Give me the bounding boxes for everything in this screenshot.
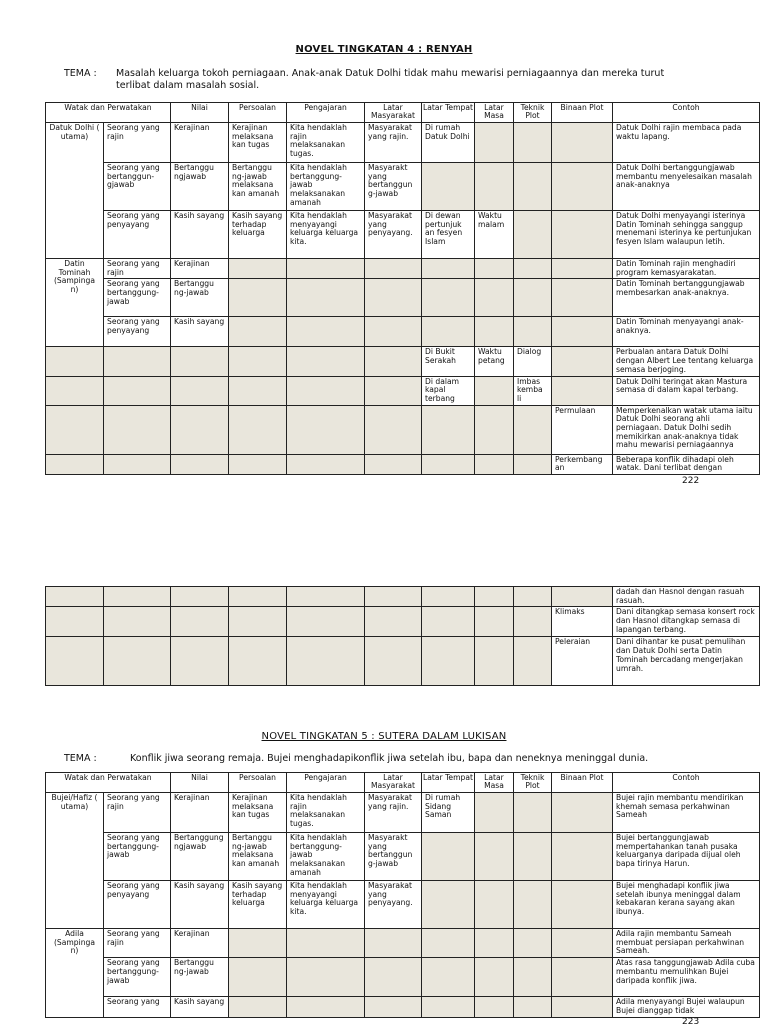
cell-nilai: Bertanggu ng-jawab — [171, 279, 229, 317]
cell-teknik — [514, 163, 552, 211]
cell-binaan — [552, 793, 613, 833]
header-watak: Watak dan Perwatakan — [46, 103, 171, 123]
cell-masa — [475, 793, 514, 833]
table-row — [46, 958, 760, 997]
cell-tempat: Di dalam kapal terbang — [422, 376, 475, 405]
character-name: Datin Tominah (Sampinga n) — [46, 259, 104, 347]
cell-masyarakat — [365, 637, 422, 686]
cell-contoh: Datuk Dolhi bertanggungjawab membantu menyelesaikan masalah anak-anaknya — [613, 163, 760, 211]
header-persoalan: Persoalan — [229, 103, 287, 123]
cell-persoalan: Kerajinan melaksana kan tugas — [229, 123, 287, 163]
header-teknik-plot: Teknik Plot — [514, 103, 552, 123]
cell-persoalan: Kasih sayang terhadap keluarga — [229, 211, 287, 259]
cell-teknik — [514, 958, 552, 997]
cell-pengajaran — [287, 958, 365, 997]
cell-masa: Waktu malam — [475, 211, 514, 259]
tema-block-sutera — [64, 753, 684, 767]
cell-teknik — [514, 833, 552, 881]
cell-pengajaran — [287, 637, 365, 686]
cell-masa — [475, 607, 514, 637]
table-row — [46, 454, 760, 474]
cell-pengajaran: Kita hendaklah menyayangi keluarga keluarga kita. — [287, 881, 365, 929]
cell-contoh: Bujei bertanggungjawab mempertahankan tanah pusaka keluarganya daripada dijual oleh bapa tirinya Harun. — [613, 833, 760, 881]
cell-tempat: Di dewan pertunjuk an fesyen Islam — [422, 211, 475, 259]
cell-persoalan — [229, 405, 287, 454]
cell-masyarakat: Masyarakat yang penyayang. — [365, 211, 422, 259]
cell-masa — [475, 279, 514, 317]
header-contoh: Contoh — [613, 103, 760, 123]
cell-tempat — [422, 607, 475, 637]
table-row — [46, 637, 760, 686]
cell-nilai: Kasih sayang — [171, 211, 229, 259]
cell-pengajaran — [287, 279, 365, 317]
cell-teknik: Dialog — [514, 347, 552, 376]
cell-contoh: Perbualan antara Datuk Dolhi dengan Albert Lee tentang keluarga semasa berjoging. — [613, 347, 760, 376]
cell-nilai — [171, 376, 229, 405]
cell-contoh: Bujei rajin membantu mendirikan khemah semasa perkahwinan Sameah — [613, 793, 760, 833]
cell-masa — [475, 929, 514, 958]
header-latar-tempat: Latar Tempat — [422, 773, 475, 793]
cell-persoalan — [229, 929, 287, 958]
table-header-row — [46, 773, 760, 793]
cell-perwatakan: Seorang yang rajin — [104, 259, 171, 279]
table-row — [46, 997, 760, 1017]
cell-perwatakan — [104, 454, 171, 474]
table-row — [46, 793, 760, 833]
cell-tempat — [422, 637, 475, 686]
cell-perwatakan: Seorang yang — [104, 997, 171, 1017]
header-latar-masa: Latar Masa — [475, 103, 514, 123]
cell-persoalan — [229, 454, 287, 474]
cell-perwatakan: Seorang yang bertanggung-jawab — [104, 958, 171, 997]
cell-contoh: Adila menyayangi Bujei walaupun Bujei dianggap tidak — [613, 997, 760, 1017]
cell-masyarakat — [365, 317, 422, 347]
cell-masyarakat — [365, 259, 422, 279]
cell-persoalan — [229, 376, 287, 405]
cell-teknik — [514, 405, 552, 454]
cell-watak — [46, 607, 104, 637]
cell-pengajaran — [287, 259, 365, 279]
tema-text: Konflik jiwa seorang remaja. Bujei menghadapikonflik jiwa setelah ibu, bapa dan neneknya meninggal dunia. — [130, 753, 649, 764]
cell-contoh: Memperkenalkan watak utama iaitu Datuk Dolhi seorang ahli perniagaan. Datuk Dolhi sedih memikirkan anak-anaknya tidak mahu mewarisi perniagaannya — [613, 405, 760, 454]
cell-watak — [46, 454, 104, 474]
cell-contoh: Atas rasa tanggungjawab Adila cuba membantu memulihkan Bujei daripada konflik jiwa. — [613, 958, 760, 997]
cell-tempat — [422, 587, 475, 607]
cell-contoh: Dani ditangkap semasa konsert rock dan Hasnol ditangkap semasa di lapangan terbang. — [613, 607, 760, 637]
cell-masyarakat: Masyarakat yang rajin. — [365, 123, 422, 163]
cell-perwatakan: Seorang yang bertanggung-jawab — [104, 279, 171, 317]
cell-tempat: Di Bukit Serakah — [422, 347, 475, 376]
cell-contoh: Datuk Dolhi rajin membaca pada waktu lapang. — [613, 123, 760, 163]
cell-masa — [475, 637, 514, 686]
cell-masa — [475, 376, 514, 405]
header-persoalan: Persoalan — [229, 773, 287, 793]
cell-binaan — [552, 929, 613, 958]
cell-persoalan: Bertanggu ng-jawab melaksana kan amanah — [229, 163, 287, 211]
cell-masyarakat — [365, 607, 422, 637]
header-binaan-plot: Binaan Plot — [552, 773, 613, 793]
cell-masyarakat: Masyarakt yang bertanggun g-jawab — [365, 163, 422, 211]
cell-contoh: Datuk Dolhi menyayangi isterinya Datin Tominah sehingga sanggup menemani isterinya ke pertunjukan fesyen Islam walaupun letih. — [613, 211, 760, 259]
cell-perwatakan — [104, 607, 171, 637]
cell-persoalan — [229, 259, 287, 279]
cell-masa — [475, 997, 514, 1017]
cell-perwatakan — [104, 376, 171, 405]
cell-perwatakan: Seorang yang penyayang — [104, 317, 171, 347]
tema-block-renyah — [64, 68, 684, 94]
cell-binaan — [552, 211, 613, 259]
cell-contoh: Dani dihantar ke pusat pemulihan dan Datuk Dolhi serta Datin Tominah bercadang mengerjakan umrah. — [613, 637, 760, 686]
character-name: Adila (Sampinga n) — [46, 929, 104, 1018]
cell-masyarakat — [365, 587, 422, 607]
cell-binaan — [552, 881, 613, 929]
cell-perwatakan — [104, 347, 171, 376]
cell-perwatakan: Seorang yang bertanggun-gjawab — [104, 163, 171, 211]
cell-pengajaran — [287, 405, 365, 454]
table-row — [46, 881, 760, 929]
cell-perwatakan — [104, 405, 171, 454]
cell-masa — [475, 259, 514, 279]
cell-tempat — [422, 997, 475, 1017]
table-row — [46, 347, 760, 376]
cell-nilai: Kasih sayang — [171, 881, 229, 929]
renyah-table — [45, 102, 760, 475]
cell-nilai: Kerajinan — [171, 793, 229, 833]
cell-masa — [475, 163, 514, 211]
cell-teknik — [514, 587, 552, 607]
cell-contoh: Datin Tominah rajin menghadiri program kemasyarakatan. — [613, 259, 760, 279]
cell-nilai: Kerajinan — [171, 259, 229, 279]
cell-nilai: Kasih sayang — [171, 997, 229, 1017]
cell-contoh: Datin Tominah menyayangi anak-anaknya. — [613, 317, 760, 347]
cell-persoalan: Kerajinan melaksana kan tugas — [229, 793, 287, 833]
cell-perwatakan — [104, 637, 171, 686]
cell-persoalan — [229, 958, 287, 997]
header-pengajaran: Pengajaran — [287, 103, 365, 123]
cell-binaan — [552, 587, 613, 607]
cell-nilai — [171, 347, 229, 376]
cell-pengajaran: Kita hendaklah rajin melaksanakan tugas. — [287, 793, 365, 833]
cell-contoh: Datin Tominah bertanggungjawab membesarkan anak-anaknya. — [613, 279, 760, 317]
header-binaan-plot: Binaan Plot — [552, 103, 613, 123]
cell-masyarakat — [365, 929, 422, 958]
cell-perwatakan: Seorang yang penyayang — [104, 211, 171, 259]
cell-pengajaran: Kita hendaklah bertanggung-jawab melaksanakan amanah — [287, 833, 365, 881]
cell-watak — [46, 347, 104, 376]
cell-pengajaran: Kita hendaklah menyayangi keluarga keluarga kita. — [287, 211, 365, 259]
table-row — [46, 405, 760, 454]
cell-nilai: Kasih sayang — [171, 317, 229, 347]
table-row — [46, 211, 760, 259]
cell-nilai: Kerajinan — [171, 123, 229, 163]
cell-teknik — [514, 929, 552, 958]
character-name: Datuk Dolhi ( utama) — [46, 123, 104, 259]
cell-masyarakat: Masyarakat yang penyayang. — [365, 881, 422, 929]
header-contoh: Contoh — [613, 773, 760, 793]
table-header-row — [46, 103, 760, 123]
cell-contoh: Datuk Dolhi teringat akan Mastura semasa di dalam kapal terbang. — [613, 376, 760, 405]
cell-masyarakat — [365, 376, 422, 405]
cell-binaan: Perkembang an — [552, 454, 613, 474]
cell-perwatakan: Seorang yang bertanggung-jawab — [104, 833, 171, 881]
cell-contoh: dadah dan Hasnol dengan rasuah rasuah. — [613, 587, 760, 607]
cell-teknik — [514, 637, 552, 686]
sutera-table — [45, 772, 760, 1018]
cell-masa — [475, 958, 514, 997]
cell-binaan — [552, 997, 613, 1017]
cell-nilai: Bertanggu ngjawab — [171, 163, 229, 211]
cell-masa — [475, 587, 514, 607]
cell-pengajaran — [287, 347, 365, 376]
cell-teknik: Imbas kemba li — [514, 376, 552, 405]
cell-persoalan — [229, 607, 287, 637]
renyah-table-continued — [45, 586, 760, 686]
cell-nilai — [171, 607, 229, 637]
header-latar-masyarakat: Latar Masyarakat — [365, 103, 422, 123]
cell-persoalan: Kasih sayang terhadap keluarga — [229, 881, 287, 929]
cell-teknik — [514, 793, 552, 833]
cell-tempat — [422, 833, 475, 881]
cell-pengajaran — [287, 454, 365, 474]
header-latar-masyarakat: Latar Masyarakat — [365, 773, 422, 793]
tema-label: TEMA : — [64, 753, 97, 764]
cell-nilai: Bertanggu ng-jawab — [171, 958, 229, 997]
cell-watak — [46, 376, 104, 405]
cell-binaan — [552, 958, 613, 997]
cell-tempat — [422, 317, 475, 347]
cell-contoh: Beberapa konflik dihadapi oleh watak. Dani terlibat dengan — [613, 454, 760, 474]
novel-title-renyah: NOVEL TINGKATAN 4 : RENYAH — [295, 44, 473, 55]
cell-perwatakan: Seorang yang rajin — [104, 929, 171, 958]
cell-masa: Waktu petang — [475, 347, 514, 376]
cell-teknik — [514, 997, 552, 1017]
cell-binaan: Klimaks — [552, 607, 613, 637]
cell-tempat — [422, 958, 475, 997]
cell-teknik — [514, 317, 552, 347]
cell-masyarakat — [365, 405, 422, 454]
tema-label: TEMA : — [64, 68, 97, 79]
cell-persoalan — [229, 997, 287, 1017]
cell-contoh: Adila rajin membantu Sameah membuat persiapan perkahwinan Sameah. — [613, 929, 760, 958]
cell-masyarakat — [365, 454, 422, 474]
cell-nilai: Kerajinan — [171, 929, 229, 958]
cell-masa — [475, 881, 514, 929]
cell-perwatakan: Seorang yang penyayang — [104, 881, 171, 929]
cell-tempat — [422, 279, 475, 317]
cell-tempat: Di rumah Datuk Dolhi — [422, 123, 475, 163]
page-number: 223 — [682, 1017, 700, 1027]
table-row — [46, 376, 760, 405]
cell-pengajaran — [287, 587, 365, 607]
novel-title-sutera: NOVEL TINGKATAN 5 : SUTERA DALAM LUKISAN — [261, 731, 507, 742]
tema-text: Masalah keluarga tokoh perniagaan. Anak-anak Datuk Dolhi tidak mahu mewarisi perniagaannya dan mereka turut terlibat dalam masalah sosial. — [116, 68, 665, 91]
cell-tempat — [422, 929, 475, 958]
cell-binaan: Peleraian — [552, 637, 613, 686]
table-row — [46, 929, 760, 958]
cell-masa — [475, 833, 514, 881]
cell-persoalan — [229, 317, 287, 347]
cell-nilai — [171, 454, 229, 474]
header-teknik-plot: Teknik Plot — [514, 773, 552, 793]
cell-masyarakat: Masyarakat yang rajin. — [365, 793, 422, 833]
cell-nilai — [171, 587, 229, 607]
cell-masyarakat — [365, 279, 422, 317]
cell-perwatakan: Seorang yang rajin — [104, 123, 171, 163]
cell-teknik — [514, 211, 552, 259]
cell-pengajaran — [287, 317, 365, 347]
cell-perwatakan: Seorang yang rajin — [104, 793, 171, 833]
cell-teknik — [514, 607, 552, 637]
character-name: Bujei/Hafiz ( utama) — [46, 793, 104, 929]
cell-tempat — [422, 881, 475, 929]
cell-persoalan — [229, 587, 287, 607]
cell-masyarakat — [365, 347, 422, 376]
table-row — [46, 587, 760, 607]
cell-binaan — [552, 347, 613, 376]
cell-masyarakat — [365, 958, 422, 997]
cell-watak — [46, 587, 104, 607]
cell-nilai: Bertanggung ngjawab — [171, 833, 229, 881]
cell-masyarakat: Masyarakt yang bertanggun g-jawab — [365, 833, 422, 881]
header-nilai: Nilai — [171, 773, 229, 793]
table-row — [46, 279, 760, 317]
cell-watak — [46, 405, 104, 454]
cell-binaan — [552, 163, 613, 211]
table-row — [46, 163, 760, 211]
cell-pengajaran — [287, 376, 365, 405]
cell-tempat — [422, 259, 475, 279]
cell-binaan — [552, 317, 613, 347]
table-row — [46, 317, 760, 347]
cell-perwatakan — [104, 587, 171, 607]
cell-persoalan — [229, 637, 287, 686]
cell-contoh: Bujei menghadapi konflik jiwa setelah ibunya meninggal dalam kebakaran kerana sayang akan ibunya. — [613, 881, 760, 929]
table-row — [46, 259, 760, 279]
table-row — [46, 833, 760, 881]
cell-tempat — [422, 405, 475, 454]
header-pengajaran: Pengajaran — [287, 773, 365, 793]
cell-masa — [475, 405, 514, 454]
cell-tempat — [422, 163, 475, 211]
cell-pengajaran — [287, 607, 365, 637]
cell-pengajaran: Kita hendaklah rajin melaksanakan tugas. — [287, 123, 365, 163]
header-watak: Watak dan Perwatakan — [46, 773, 171, 793]
cell-binaan — [552, 123, 613, 163]
cell-teknik — [514, 259, 552, 279]
cell-teknik — [514, 279, 552, 317]
cell-binaan — [552, 833, 613, 881]
cell-masa — [475, 123, 514, 163]
cell-binaan — [552, 376, 613, 405]
cell-nilai — [171, 637, 229, 686]
cell-teknik — [514, 454, 552, 474]
cell-tempat — [422, 454, 475, 474]
header-latar-tempat: Latar Tempat — [422, 103, 475, 123]
cell-persoalan — [229, 347, 287, 376]
cell-persoalan — [229, 279, 287, 317]
cell-nilai — [171, 405, 229, 454]
cell-tempat: Di rumah Sidang Saman — [422, 793, 475, 833]
header-nilai: Nilai — [171, 103, 229, 123]
cell-pengajaran: Kita hendaklah bertanggung-jawab melaksanakan amanah — [287, 163, 365, 211]
cell-binaan: Permulaan — [552, 405, 613, 454]
cell-pengajaran — [287, 997, 365, 1017]
cell-masa — [475, 317, 514, 347]
cell-masa — [475, 454, 514, 474]
cell-binaan — [552, 259, 613, 279]
cell-pengajaran — [287, 929, 365, 958]
header-latar-masa: Latar Masa — [475, 773, 514, 793]
table-row — [46, 607, 760, 637]
cell-watak — [46, 637, 104, 686]
cell-teknik — [514, 123, 552, 163]
cell-teknik — [514, 881, 552, 929]
page-number: 222 — [682, 476, 700, 486]
cell-persoalan: Bertanggu ng-jawab melaksana kan amanah — [229, 833, 287, 881]
table-row — [46, 123, 760, 163]
cell-masyarakat — [365, 997, 422, 1017]
cell-binaan — [552, 279, 613, 317]
